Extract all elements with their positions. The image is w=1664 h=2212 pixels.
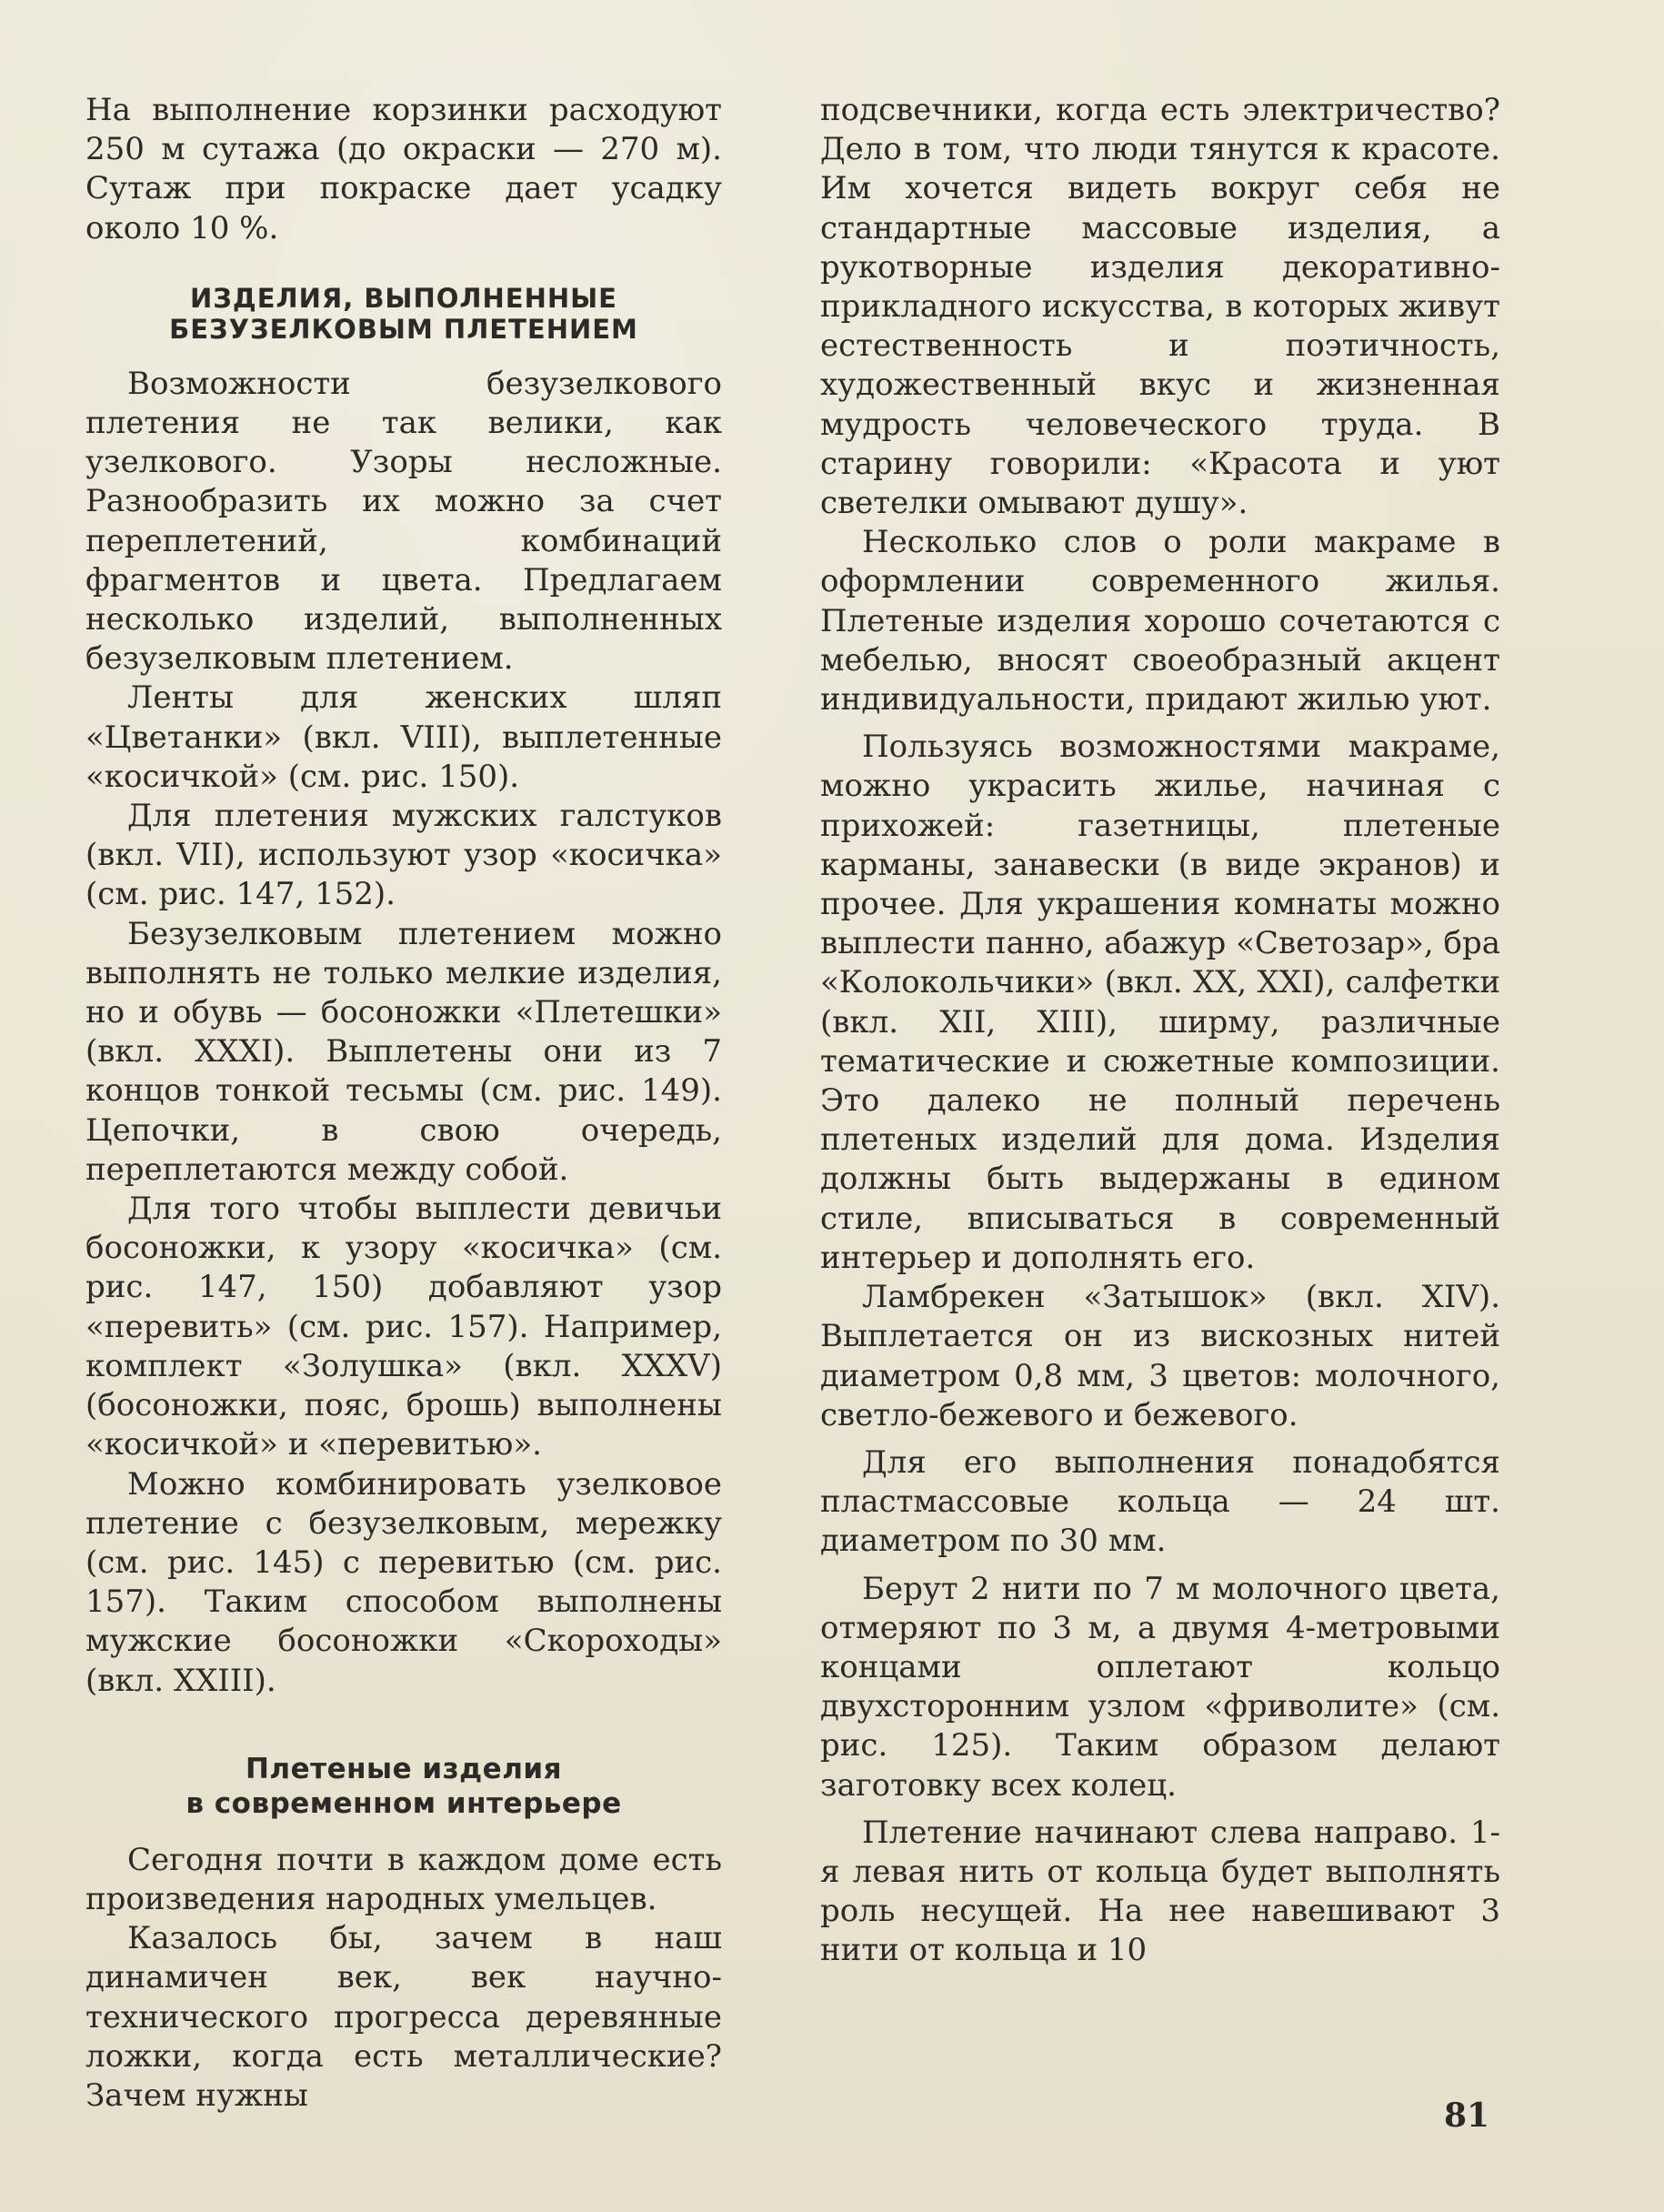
left-column: [85, 91, 722, 2116]
page-number: 81: [1444, 2096, 1490, 2135]
paragraph: Ламбрекен «Затышок» (вкл. XIV). Выплетается он из вискозных нитей диаметром 0,8 мм, 3 цветов: молочного, светло-бежевого и бежевого.: [820, 1279, 1500, 1433]
paragraph: Безузелковым плетением можно выполнять не только мелкие изделия, но и обувь — босоножки «Плетешки» (вкл. XXXI). Выплетены они из 7 концов тонкой тесьмы (см. рис. 149). Цепочки, в свою очередь, переплетаются между собой.: [85, 915, 722, 1188]
section-heading-non-knot-weaving: [85, 283, 722, 345]
paragraph: Казалось бы, зачем в наш динамичен век, век научно-технического прогресса деревянные ложки, когда есть металлические? Зачем нужны: [85, 1920, 722, 2114]
paragraph: Для того чтобы выплести девичьи босоножки, к узору «косичка» (см. рис. 147, 150) добавляют узор «перевить» (см. рис. 157). Например, комплект «Золушка» (вкл. XXXV) (босоножки, пояс, брошь) выполнены «косичкой» и «перевитью».: [85, 1191, 722, 1463]
paragraph: Возможности безузелкового плетения не так велики, как узелкового. Узоры несложные. Разнообразить их можно за счет переплетений, комбинаций фрагментов и цвета. Предлагаем несколько изделий, выполненных безузелковым плетением.: [85, 365, 722, 678]
paragraph: Для его выполнения понадобятся пластмассовые кольца — 24 шт. диаметром по 30 мм.: [820, 1443, 1500, 1560]
paragraph: Берут 2 нити по 7 м молочного цвета, отмеряют по 3 м, а двумя 4-метровыми концами оплетают кольцо двухсторонним узлом «фриволите» (см. рис. 125). Таким образом делают заготовку всех колец.: [820, 1570, 1500, 1804]
paragraph: Сегодня почти в каждом доме есть произведения народных умельцев.: [85, 1841, 722, 1917]
paragraph: Несколько слов о роли макраме в оформлении современного жилья. Плетеные изделия хорошо сочетаются с мебелью, вносят своеобразный акцент индивидуальности, придают жилью уют.: [820, 524, 1500, 719]
heading-line: в современном интерьере: [185, 1786, 622, 1820]
paragraph: Пользуясь возможностями макраме, можно украсить жилье, начиная с прихожей: газетницы, плетеные карманы, занавески (в виде экранов) и прочее. Для украшения комнаты можно выплести панно, абажур «Светозар», бра «Колокольчики» (вкл. XX, XXI), салфетки (вкл. XII, XIII), ширму, различные тематические и сюжетные композиции. Это далеко не полный перечень плетеных изделий для дома. Изделия должны быть выдержаны в едином стиле, вписываться в современный интерьер и дополнять его.: [820, 729, 1500, 1276]
section-heading-modern-interior: [85, 1752, 722, 1821]
heading-line: БЕЗУЗЕЛКОВЫМ ПЛЕТЕНИЕМ: [169, 313, 638, 345]
heading-line: ИЗДЕЛИЯ, ВЫПОЛНЕННЫЕ: [190, 282, 617, 314]
heading-line: Плетеные изделия: [245, 1752, 563, 1785]
paragraph: Для плетения мужских галстуков (вкл. VII), используют узор «косичка» (см. рис. 147, 152).: [85, 798, 722, 913]
right-column: [820, 91, 1500, 1971]
paragraph: подсвечники, когда есть электричество? Дело в том, что люди тянутся к красоте. Им хочется видеть вокруг себя не стандартные массовые изделия, а рукотворные изделия декоративно-прикладного искусства, в которых живут естественность и поэтичность, художественный вкус и жизненная мудрость человеческого труда. В старину говорили: «Красота и уют светелки омывают душу».: [820, 92, 1500, 522]
paragraph: Плетение начинают слева направо. 1-я левая нить от кольца будет выполнять роль несущей. На нее навешивают 3 нити от кольца и 10: [820, 1814, 1500, 1969]
paragraph: На выполнение корзинки расходуют 250 м сутажа (до окраски — 270 м). Сутаж при покраске дает усадку около 10 %.: [85, 92, 722, 246]
paragraph: Ленты для женских шляп «Цветанки» (вкл. VIII), выплетенные «косичкой» (см. рис. 150).: [85, 679, 722, 795]
paragraph: Можно комбинировать узелковое плетение с безузелковым, мережку (см. рис. 145) с перевитью (см. рис. 157). Таким способом выполнены мужские босоножки «Скороходы» (вкл. XXIII).: [85, 1465, 722, 1699]
